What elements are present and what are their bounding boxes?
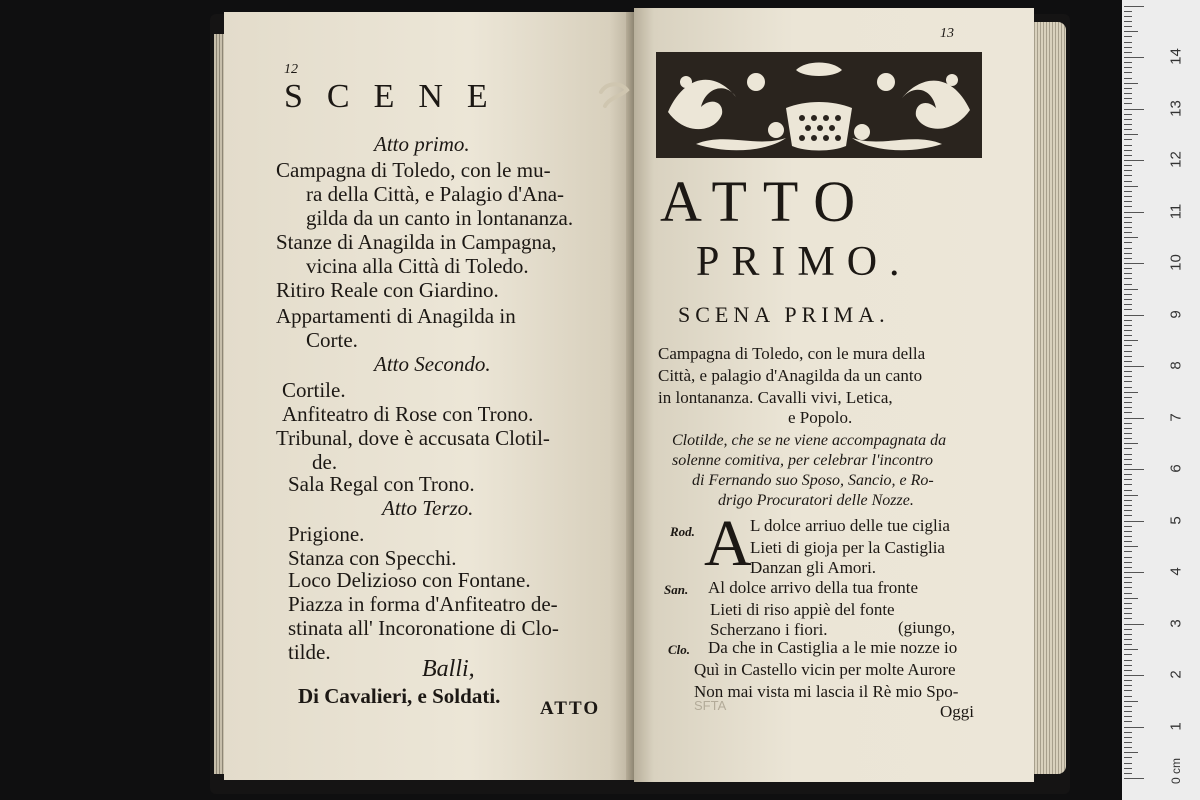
list-item: ra della Città, e Palagio d'Ana- [306,182,565,206]
list-item: Corte. [306,328,358,352]
scene-title: SCENA PRIMA. [678,302,890,327]
ruler-tick [1124,170,1132,171]
ruler-tick [1124,613,1132,614]
ruler-tick [1124,737,1132,738]
ruler-number: 12 [1167,151,1185,168]
ruler-tick [1124,88,1132,89]
ruler-tick [1124,381,1132,382]
ruler-tick [1124,500,1132,501]
ruler-tick [1124,289,1138,290]
left-page-number: 12 [284,62,298,77]
ruler-tick [1124,763,1132,764]
list-item: Campagna di Toledo, con le mu- [276,158,551,182]
ruler-tick [1124,294,1132,295]
ruler-tick [1124,680,1132,681]
verse-line: Danzan gli Amori. [750,558,877,577]
stage-direction-line: di Fernando suo Sposo, Sancio, e Ro- [692,472,934,489]
ruler-tick [1124,474,1132,475]
ruler-tick [1124,459,1132,460]
ruler-tick [1124,31,1138,32]
setting-line: e Popolo. [788,408,853,427]
ruler-tick [1124,773,1132,774]
ruler-tick [1124,577,1132,578]
ruler-tick [1124,26,1132,27]
verse-line: Non mai vista mi lascia il Rè mio Spo- [694,682,959,701]
ruler-number: 13 [1167,99,1185,117]
ruler-tick [1124,376,1132,377]
ruler-tick [1124,490,1132,491]
ruler-tick [1124,701,1138,702]
ruler-tick [1124,675,1144,676]
ruler-number: 3 [1167,618,1185,628]
ruler-tick [1124,629,1132,630]
binding-thread-icon [597,78,631,108]
verse-line: Da che in Castiglia a le mie nozze io [708,638,958,657]
ruler-tick [1124,732,1132,733]
ruler-tick [1124,711,1132,712]
ruler-tick [1124,495,1138,496]
ruler-tick [1124,526,1132,527]
ruler-tick [1124,150,1132,151]
balli-line: Di Cavalieri, e Soldati. [298,684,501,708]
ruler-tick [1124,644,1132,645]
ruler-tick [1124,72,1132,73]
ruler-tick [1124,98,1132,99]
ruler-tick [1124,402,1132,403]
ruler-tick [1124,412,1132,413]
verse-line: Lieti di gioja per la Castiglia [750,538,945,557]
ruler-tick [1124,253,1132,254]
ruler-tick [1124,587,1132,588]
left-page [224,12,634,780]
ruler-tick [1124,562,1132,563]
ruler-tick [1124,145,1132,146]
ruler-tick [1124,510,1132,511]
ruler-tick [1124,186,1138,187]
ruler-tick [1124,371,1132,372]
ruler-tick [1124,345,1132,346]
ruler-tick [1124,423,1132,424]
measuring-ruler [1122,0,1200,800]
list-item: Anfiteatro di Rose con Trono. [282,402,534,426]
scene-heading: SCENE [284,78,512,115]
ruler-tick [1124,706,1132,707]
ruler-tick [1124,484,1132,485]
verse-line: Quì in Castello vicin per molte Aurore [694,660,956,679]
left-catchword: ATTO [540,698,601,719]
verse-line: Lieti di riso appiè del fonte [710,600,895,619]
ruler-tick [1124,433,1132,434]
ruler-tick [1124,201,1132,202]
list-item: Stanza con Specchi. [288,546,457,570]
ruler-tick [1124,454,1132,455]
ruler-unit-label: 0 cm [1169,758,1183,785]
ruler-tick [1124,42,1132,43]
ruler-tick [1124,778,1144,779]
ruler-tick [1124,618,1132,619]
list-item: Piazza in forma d'Anfiteatro de- [288,592,558,616]
act-title-1: Atto primo. [374,132,470,156]
verse-line: Al dolce arrivo della tua fronte [708,578,919,597]
ruler-tick [1124,222,1132,223]
list-item: Ritiro Reale con Giardino. [276,278,499,302]
ruler-tick [1124,685,1132,686]
list-item: Loco Delizioso con Fontane. [288,568,531,592]
stage-direction-line: Clotilde, che se ne viene accompagnata da [672,432,947,449]
ruler-tick [1124,36,1132,37]
ruler-tick [1124,242,1132,243]
ruler-tick [1124,546,1138,547]
verse-line: Scherzano i fiori. [710,620,828,639]
ruler-tick [1124,428,1132,429]
ruler-tick [1124,6,1144,7]
ruler-tick [1124,299,1132,300]
ruler-tick [1124,654,1132,655]
ruler-tick [1124,557,1132,558]
verse-line: L dolce arriuo delle tue ciglia [750,516,950,535]
ruler-number: 2 [1167,670,1185,679]
speaker-label: Rod. [670,524,695,539]
ruler-tick [1124,721,1132,722]
list-item: Sala Regal con Trono. [288,472,475,496]
ruler-tick [1124,83,1138,84]
list-item: vicina alla Città di Toledo. [306,254,529,278]
ruler-tick [1124,248,1132,249]
ruler-tick [1124,196,1132,197]
ruler-tick [1124,309,1132,310]
library-stamp: SFTA [694,698,727,713]
ruler-tick [1124,768,1132,769]
right-catchword: Oggi [940,702,974,721]
ruler-tick [1124,181,1132,182]
ruler-tick [1124,47,1132,48]
ruler-tick [1124,227,1132,228]
ruler-tick [1124,639,1132,640]
ruler-number: 11 [1167,203,1185,219]
ruler-tick [1124,572,1144,573]
ruler-tick [1124,469,1144,470]
ruler-tick [1124,593,1132,594]
list-item: gilda da un canto in lontananza. [306,206,574,230]
ruler-tick [1124,603,1132,604]
ruler-tick [1124,361,1132,362]
ruler-tick [1124,366,1144,367]
ruler-tick [1124,124,1132,125]
ruler-tick [1124,62,1132,63]
ruler-tick [1124,57,1144,58]
ruler-tick [1124,515,1132,516]
list-item: de. [312,450,338,474]
ruler-tick [1124,541,1132,542]
ruler-number: 6 [1167,464,1185,473]
right-page [634,8,1034,782]
ruler-tick [1124,139,1132,140]
act-heading-atto: ATTO [660,169,872,234]
speaker-label: San. [664,582,689,597]
ruler-tick [1124,114,1132,115]
drop-cap: A [704,507,752,580]
ruler-tick [1124,407,1132,408]
setting-line: Città, e palagio d'Anagilda da un canto [658,366,923,385]
ruler-number: 5 [1167,515,1185,525]
ruler-tick [1124,165,1132,166]
ruler-number: 1 [1167,721,1185,731]
ruler-tick [1124,448,1132,449]
ruler-tick [1124,191,1132,192]
ruler-tick [1124,232,1132,233]
ruler-tick [1124,67,1132,68]
ruler-tick [1124,78,1132,79]
ruler-tick [1124,690,1132,691]
ruler-tick [1124,217,1132,218]
ruler-tick [1124,392,1138,393]
ruler-tick [1124,356,1132,357]
right-page-number: 13 [940,26,954,41]
ruler-number: 8 [1167,361,1185,370]
list-item: Tribunal, dove è accusata Clotil- [276,426,550,450]
ruler-tick [1124,52,1132,53]
ruler-tick [1124,273,1132,274]
ruler-tick [1124,160,1144,161]
ruler-tick [1124,320,1132,321]
ruler-tick [1124,351,1132,352]
setting-line: in lontananza. Cavalli vivi, Letica, [658,388,893,407]
ruler-tick [1124,747,1132,748]
ruler-tick [1124,634,1132,635]
ruler-tick [1124,438,1132,439]
list-item: stinata all' Incoronatione di Clo- [288,616,559,640]
ruler-tick [1124,278,1132,279]
ruler-tick [1124,598,1138,599]
ruler-tick [1124,212,1144,213]
verse-end-note: (giungo, [898,618,956,637]
ruler-tick [1124,531,1132,532]
ruler-tick [1124,624,1144,625]
stage-direction-line: drigo Procuratori delle Nozze. [718,492,914,509]
ruler-tick [1124,119,1132,120]
ruler-tick [1124,155,1132,156]
ruler-tick [1124,670,1132,671]
ruler-tick [1124,11,1132,12]
ruler-tick [1124,660,1132,661]
ruler-tick [1124,464,1132,465]
ruler-tick [1124,109,1144,110]
ruler-tick [1124,649,1138,650]
setting-line: Campagna di Toledo, con le mura della [658,344,926,363]
ruler-tick [1124,742,1132,743]
ruler-tick [1124,418,1144,419]
ruler-tick [1124,325,1132,326]
ruler-tick [1124,716,1132,717]
ruler-number: 9 [1167,309,1185,319]
list-item: Cortile. [282,378,346,402]
ruler-tick [1124,551,1132,552]
ruler-tick [1124,93,1132,94]
ruler-tick [1124,330,1132,331]
ruler-tick [1124,129,1132,130]
ruler-tick [1124,263,1144,264]
ruler-tick [1124,175,1132,176]
ruler-tick [1124,608,1132,609]
list-item: Stanze di Anagilda in Campagna, [276,230,557,254]
ruler-tick [1124,479,1132,480]
act-title-3: Atto Terzo. [382,496,474,520]
ruler-tick [1124,16,1132,17]
ruler-tick [1124,284,1132,285]
ruler-tick [1124,237,1138,238]
ruler-tick [1124,258,1132,259]
ruler-tick [1124,315,1144,316]
ruler-tick [1124,727,1144,728]
ruler-tick [1124,582,1132,583]
ruler-tick [1124,567,1132,568]
ruler-tick [1124,206,1132,207]
ruler-tick [1124,665,1132,666]
ruler-tick [1124,340,1138,341]
ruler-tick [1124,103,1132,104]
list-item: Prigione. [288,522,365,546]
ruler-number: 14 [1167,48,1185,65]
ruler-tick [1124,335,1132,336]
ruler-tick [1124,757,1132,758]
ruler-number: 10 [1167,254,1185,271]
speaker-label: Clo. [668,642,691,657]
ruler-tick [1124,387,1132,388]
ruler-tick [1124,752,1138,753]
list-item: Appartamenti di Anagilda in [276,304,516,328]
ruler-tick [1124,397,1132,398]
ruler-number: 7 [1167,412,1185,422]
ruler-number: 4 [1167,567,1185,576]
ruler-tick [1124,521,1144,522]
stage-direction-line: solenne comitiva, per celebrar l'incontro [672,452,933,469]
ruler-tick [1124,134,1138,135]
floral-ornament-icon [656,52,982,158]
ruler-tick [1124,536,1132,537]
act-heading-primo: PRIMO. [696,239,912,285]
list-item: tilde. [288,640,331,664]
ruler-tick [1124,268,1132,269]
ruler-tick [1124,21,1132,22]
ruler-tick [1124,505,1132,506]
act-title-2: Atto Secondo. [374,352,491,376]
ruler-tick [1124,304,1132,305]
ruler-tick [1124,696,1132,697]
ruler-tick [1124,443,1138,444]
balli-title: Balli, [422,656,475,682]
